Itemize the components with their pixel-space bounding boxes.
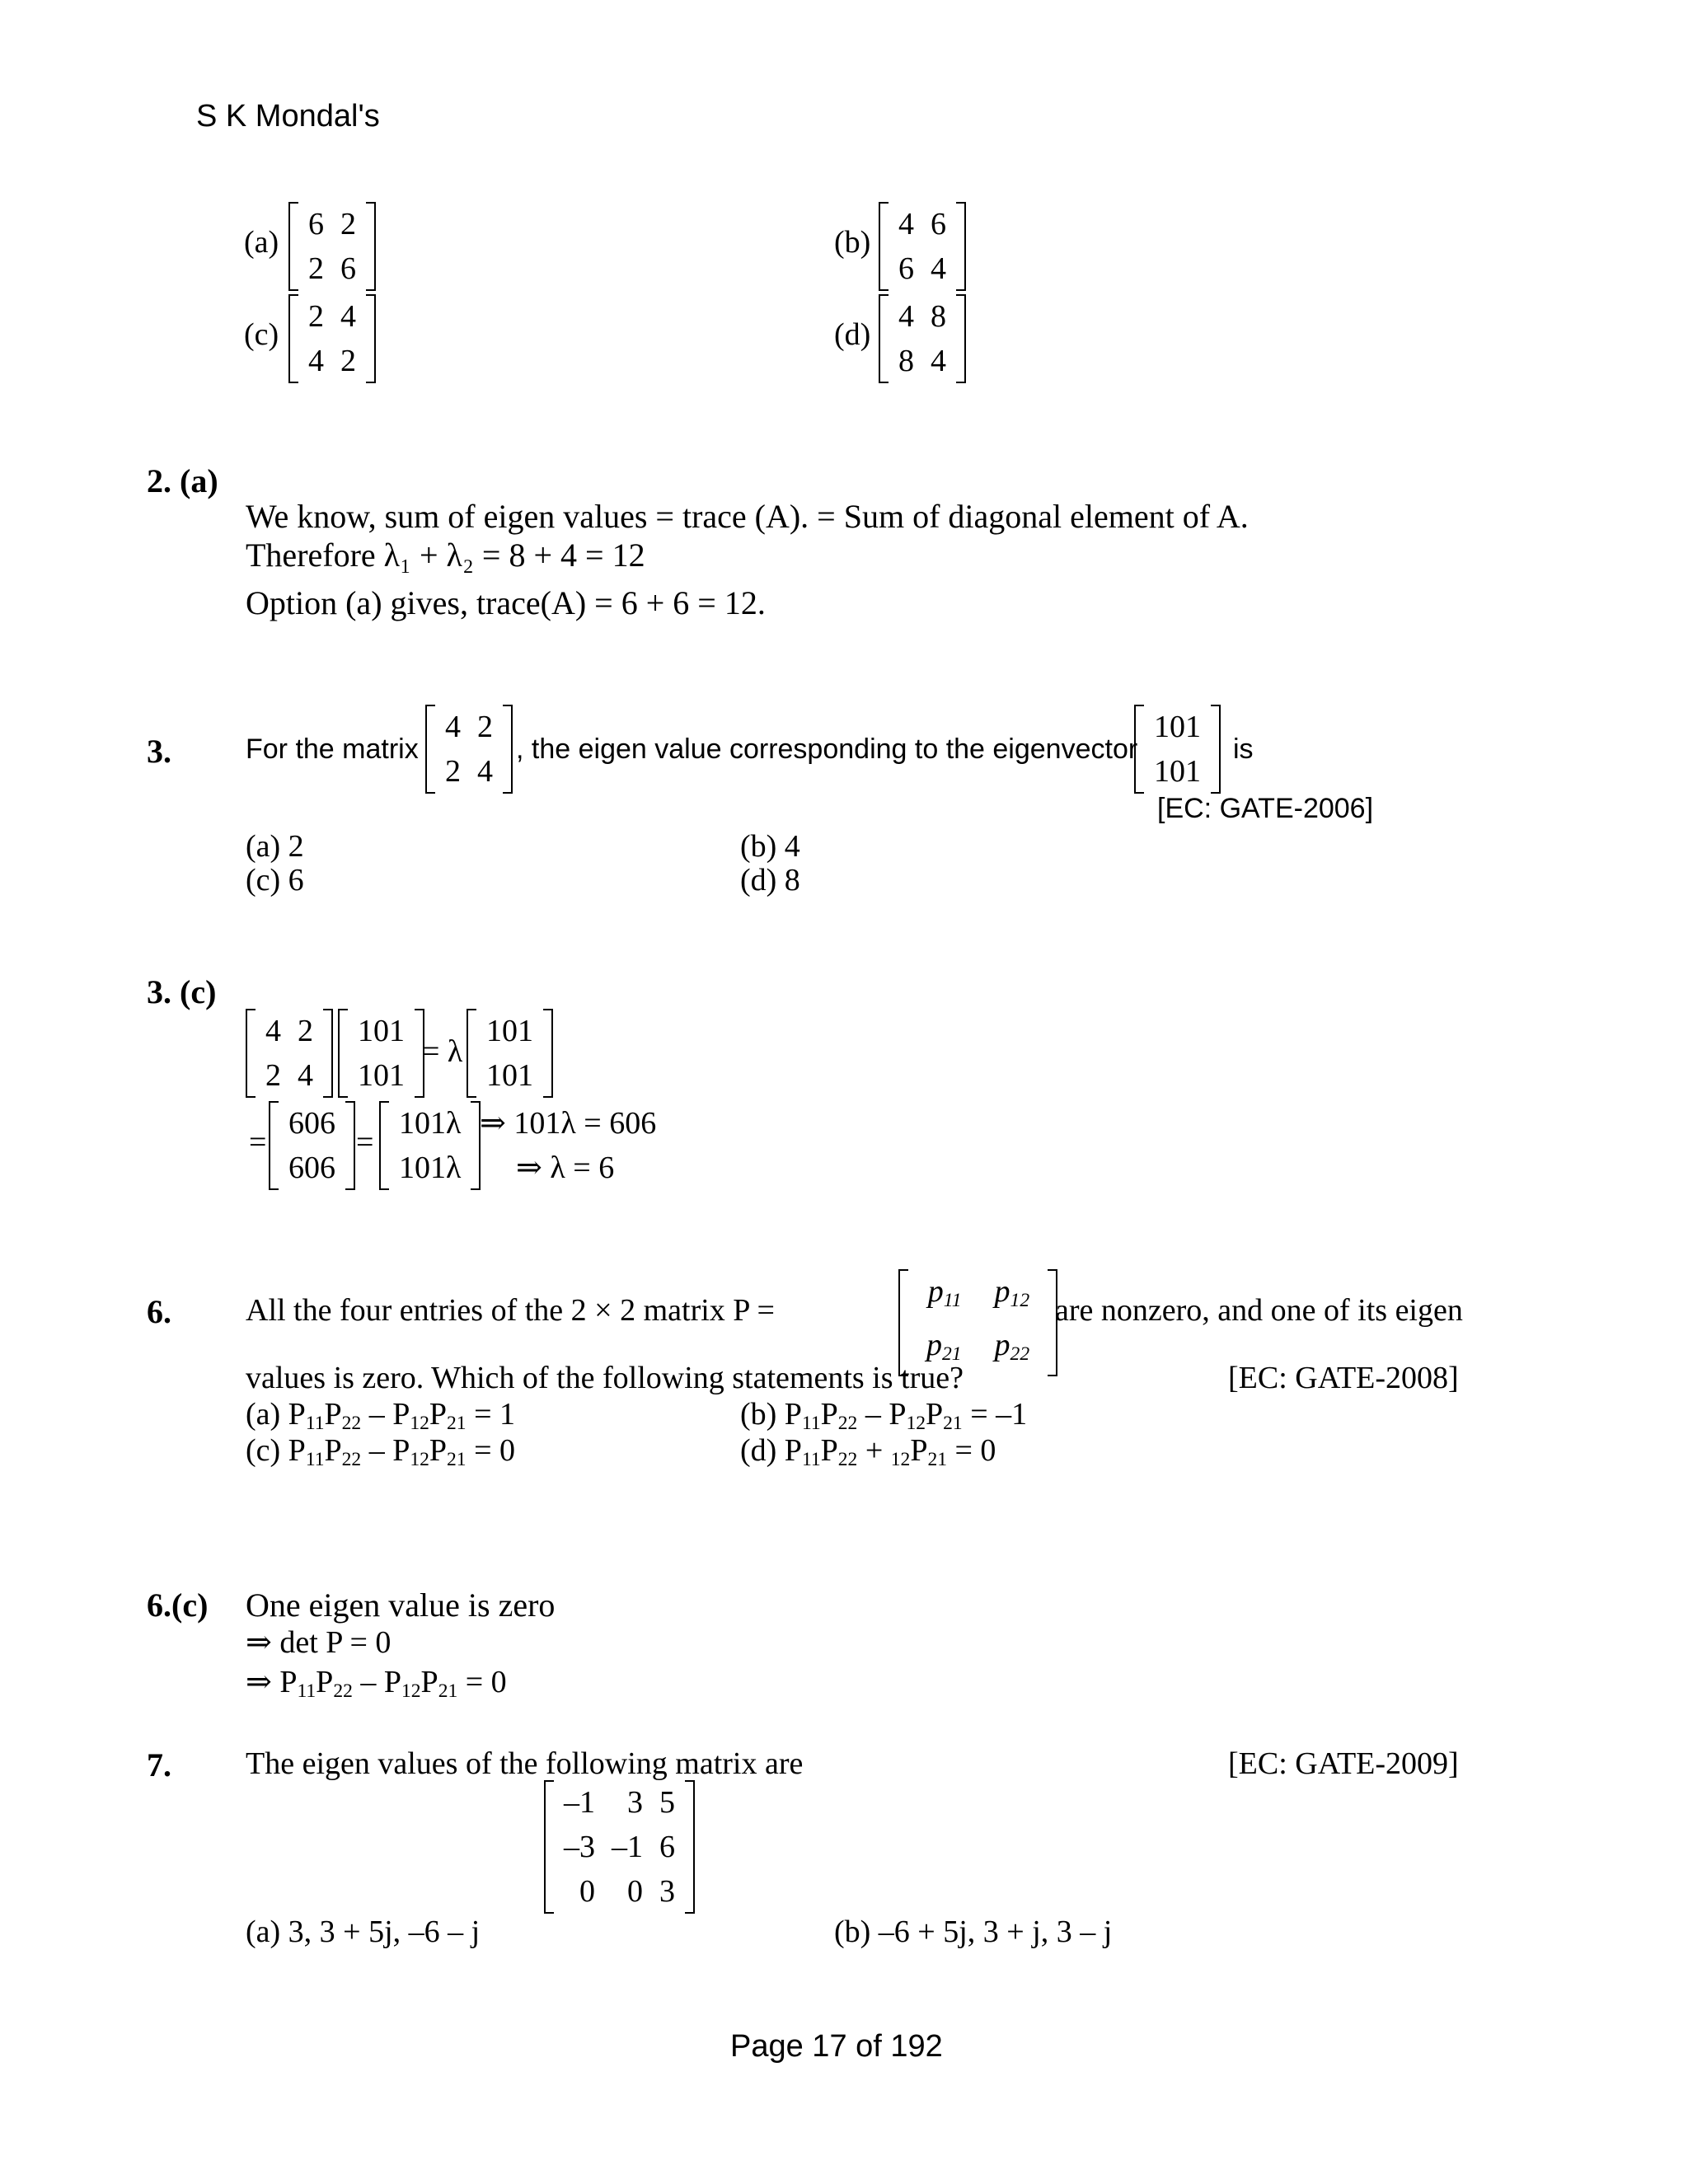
question-7-text: The eigen values of the following matrix are — [246, 1746, 804, 1781]
option-b-matrix: 4 6 6 4 — [879, 202, 966, 291]
answer-6-line2: ⇒ det P = 0 — [246, 1625, 392, 1660]
option-a-matrix: 6 2 2 6 — [288, 202, 376, 291]
page-footer-number: Page 17 of 192 — [730, 2029, 943, 2064]
answer-3-eq-left: = — [249, 1125, 267, 1160]
option-c-matrix: 2 4 4 2 — [288, 294, 376, 383]
answer-3-vector: 101 101 — [338, 1009, 424, 1098]
question-3-option-a: (a) 2 — [246, 829, 304, 864]
question-6-number: 6. — [147, 1293, 171, 1330]
question-3-matrix: 4 2 2 4 — [425, 705, 513, 794]
option-a-label: (a) — [244, 225, 279, 260]
question-3-number: 3. — [147, 733, 171, 770]
answer-3-lambda-vector: 101λ 101λ — [379, 1101, 481, 1190]
answer-2-line3: Option (a) gives, trace(A) = 6 + 6 = 12. — [246, 584, 766, 621]
question-7-option-b: (b) –6 + 5j, 3 + j, 3 – j — [834, 1915, 1113, 1949]
option-b-label: (b) — [834, 225, 871, 260]
question-7-option-a: (a) 3, 3 + 5j, –6 – j — [246, 1915, 481, 1949]
answer-3-result-vector: 606 606 — [269, 1101, 355, 1190]
answer-3-implies-1: ⇒ 101λ = 606 — [480, 1106, 657, 1141]
question-6-source: [EC: GATE-2008] — [1228, 1361, 1459, 1395]
answer-2-line1: We know, sum of eigen values = trace (A). = Sum of diagonal element of A. — [246, 498, 1249, 535]
question-3-text-after: is — [1233, 733, 1254, 765]
question-3-option-c: (c) 6 — [246, 863, 304, 898]
question-6-option-b: (b) $P_{11}P_{22} - P_{12}P_{21} = -1$ — [740, 1397, 1028, 1434]
page-header-author: S K Mondal's — [196, 99, 380, 134]
answer-6-line3: ⇒ $P_{11}P_{22} - P_{12}P_{21} = 0$ — [246, 1665, 507, 1702]
answer-3-vector-rhs: 101 101 — [467, 1009, 553, 1098]
answer-2-number: 2. (a) — [147, 462, 218, 499]
matrix-p12: $p_{12}$ — [994, 1274, 1030, 1311]
matrix-p11: $p_{11}$ — [927, 1274, 962, 1311]
answer-6-line1: One eigen value is zero — [246, 1586, 556, 1624]
question-6-option-c: (c) $P_{11}P_{22} - P_{12}P_{21} = 0$ — [246, 1433, 515, 1470]
question-6-option-d: (d) $P_{11}P_{22} + _{12}P_{21} = 0$ — [740, 1433, 996, 1470]
option-c-label: (c) — [244, 317, 279, 352]
question-3-vector: 101 101 — [1134, 705, 1221, 794]
question-6-line2: values is zero. Which of the following statements is true? — [246, 1361, 964, 1395]
option-d-matrix: 4 8 8 4 — [879, 294, 966, 383]
question-3-text-before: For the matrix — [246, 733, 419, 765]
question-3-text-middle: , the eigen value corresponding to the eigenvector — [516, 733, 1138, 765]
answer-3-number: 3. (c) — [147, 973, 217, 1010]
question-3-option-d: (d) 8 — [740, 863, 800, 898]
option-d-label: (d) — [834, 317, 871, 352]
answer-3-implies-2: ⇒ λ = 6 — [516, 1151, 615, 1185]
question-6-text-after: are nonzero, and one of its eigen — [1055, 1293, 1463, 1328]
question-6-option-a: (a) $P_{11}P_{22} - P_{12}P_{21} = 1$ — [246, 1397, 515, 1434]
question-6-text-before: All the four entries of the 2 × 2 matrix P = — [246, 1293, 775, 1328]
question-7-source: [EC: GATE-2009] — [1228, 1746, 1459, 1781]
answer-6-number: 6.(c) — [147, 1586, 209, 1624]
question-3-option-b: (b) 4 — [740, 829, 800, 864]
question-7-matrix: –1 3 5 –3 –1 6 0 0 3 — [544, 1780, 695, 1914]
matrix-p21: $p_{21}$ — [926, 1327, 962, 1365]
answer-3-matrix: 4 2 2 4 — [246, 1009, 333, 1098]
matrix-p22: $p_{22}$ — [994, 1327, 1030, 1365]
answer-2-line2: Therefore λ₁ + λ₂ = 8 + 4 = 12 — [246, 537, 645, 574]
answer-3-eq-lambda: = λ — [422, 1034, 463, 1069]
question-3-source: [EC: GATE-2006] — [1157, 793, 1374, 824]
question-7-number: 7. — [147, 1746, 171, 1783]
answer-3-eq-middle: = — [356, 1125, 374, 1160]
